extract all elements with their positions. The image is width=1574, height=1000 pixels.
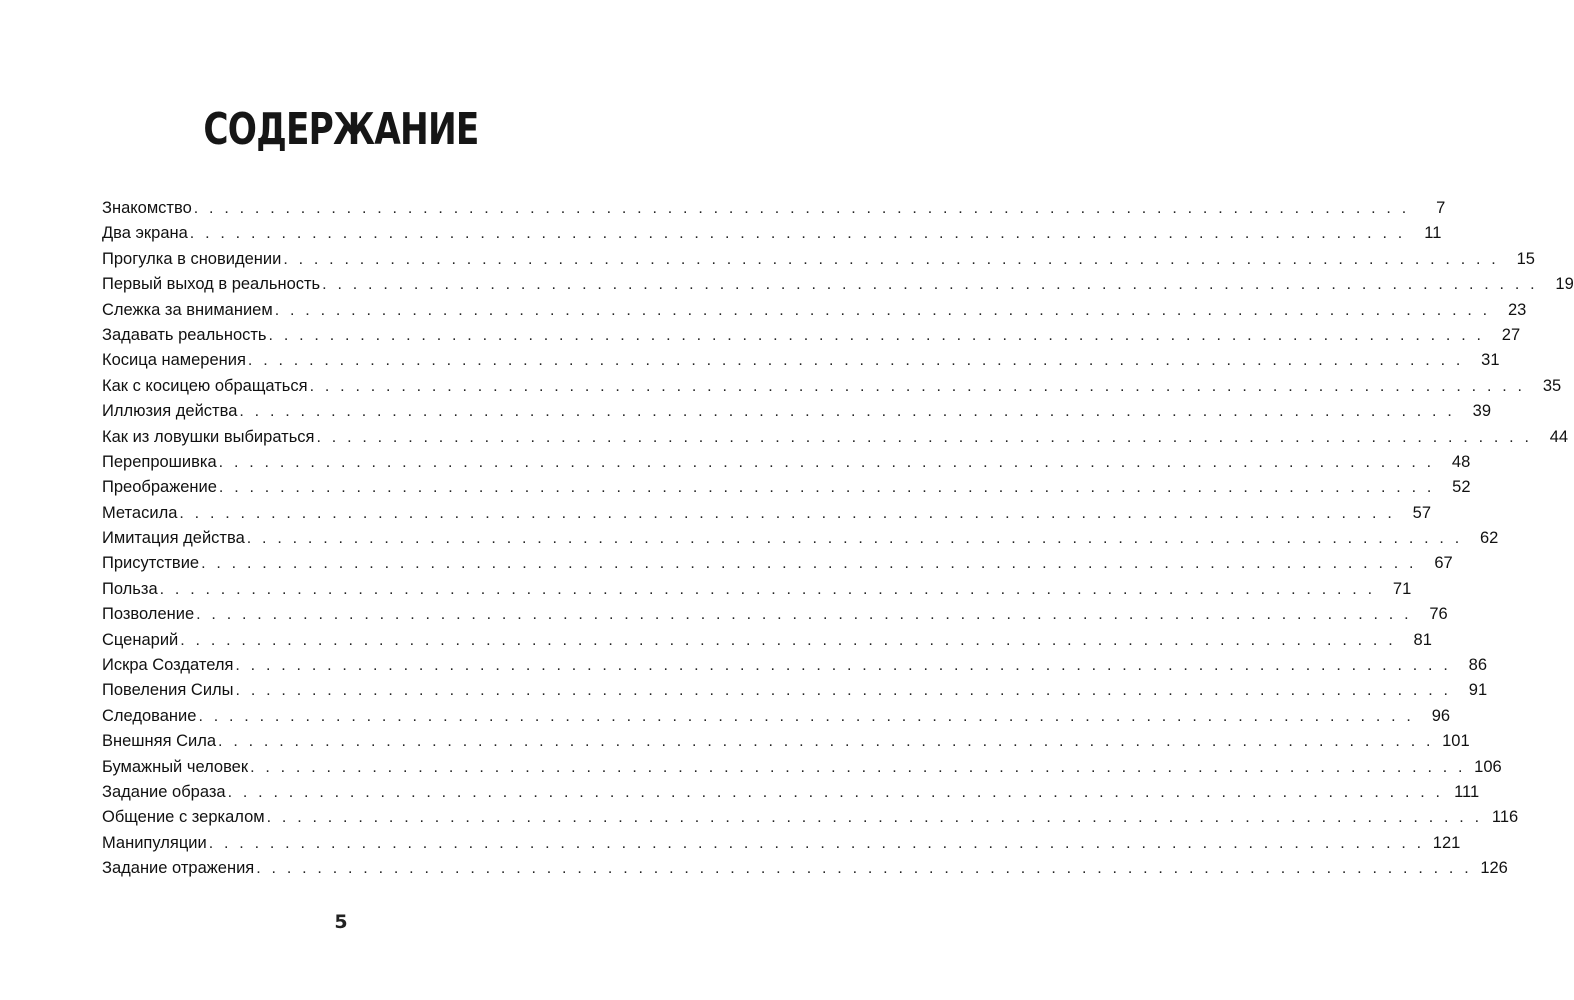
toc-entry-title: Присутствие bbox=[102, 554, 200, 573]
toc-entry-page: 15 bbox=[1516, 249, 1535, 268]
toc-entry-page: 39 bbox=[1472, 402, 1491, 421]
toc-entry bbox=[102, 704, 1451, 729]
toc-entry bbox=[102, 501, 1431, 526]
toc-entry-title: Косица намерения bbox=[102, 351, 246, 370]
toc-entry bbox=[102, 348, 1500, 373]
dot-leader: . . . . . . . . . . . . . . . . . . . . . . . . . . . . . . . . . . . . . . . . . . . . . . . . . . . . . . . . . . . . . . . . . . . . . . . . . . . . . . . . bbox=[322, 276, 1538, 294]
toc-entry bbox=[102, 805, 1519, 830]
toc-entry bbox=[102, 831, 1461, 856]
toc-entry bbox=[102, 196, 1446, 221]
dot-leader: . . . . . . . . . . . . . . . . . . . . . . . . . . . . . . . . . . . . . . . . . . . . . . . . . . . . . . . . . . . . . . . . . . . . . . . . . . . . . . . . bbox=[198, 707, 1415, 725]
dot-leader: . . . . . . . . . . . . . . . . . . . . . . . . . . . . . . . . . . . . . . . . . . . . . . . . . . . . . . . . . . . . . . . . . . . . . . . . . . . . . . . . bbox=[274, 301, 1491, 319]
dot-leader: . . . . . . . . . . . . . . . . . . . . . . . . . . . . . . . . . . . . . . . . . . . . . . . . . . . . . . . . . . . . . . . . . . . . . . . . . . . . . . . . bbox=[193, 200, 1410, 217]
dot-leader: . . . . . . . . . . . . . . . . . . . . . . . . . . . . . . . . . . . . . . . . . . . . . . . . . . . . . . . . . . . . . . . . . . . . . . . . . . . . . . . . bbox=[268, 326, 1485, 344]
toc-entry-title: Общение с зеркалом bbox=[102, 808, 265, 827]
toc-entry bbox=[102, 577, 1412, 602]
toc-entry-title: Польза bbox=[102, 579, 158, 598]
toc-entry-title: Следование bbox=[102, 706, 197, 725]
toc-entry-page: 86 bbox=[1468, 656, 1487, 675]
toc-entry-page: 48 bbox=[1451, 452, 1471, 471]
dot-leader: . . . . . . . . . . . . . . . . . . . . . . . . . . . . . . . . . . . . . . . . . . . . . . . . . . . . . . . . . . . . . . . . . . . . . . . . . . . . . . . . bbox=[218, 479, 1435, 497]
toc-entry-title: Сценарий bbox=[102, 630, 179, 649]
dot-leader: . . . . . . . . . . . . . . . . . . . . . . . . . . . . . . . . . . . . . . . . . . . . . . . . . . . . . . . . . . . . . . . . . . . . . . . . . . . . . . . . bbox=[218, 733, 1434, 751]
toc-entry-page: 111 bbox=[1454, 782, 1480, 801]
toc-entry-page: 7 bbox=[1436, 199, 1446, 217]
toc-entry-title: Манипуляции bbox=[102, 833, 207, 852]
toc-entry-page: 121 bbox=[1432, 833, 1461, 852]
toc-entry-page: 101 bbox=[1442, 732, 1470, 751]
dot-leader: . . . . . . . . . . . . . . . . . . . . . . . . . . . . . . . . . . . . . . . . . . . . . . . . . . . . . . . . . . . . . . . . . . . . . . . . . . . . . . . . bbox=[235, 682, 1452, 700]
toc-entry-title: Метасила bbox=[102, 503, 178, 522]
dot-leader: . . . . . . . . . . . . . . . . . . . . . . . . . . . . . . . . . . . . . . . . . . . . . . . . . . . . . . . . . . . . . . . . . . . . . . . . . . . . . . . . bbox=[235, 657, 1451, 675]
dot-leader: . . . . . . . . . . . . . . . . . . . . . . . . . . . . . . . . . . . . . . . . . . . . . . . . . . . . . . . . . . . . . . . . . . . . . . . . . . . . . . . . bbox=[180, 631, 1396, 649]
toc-entry-title: Внешняя Сила bbox=[102, 732, 217, 751]
toc-entry-page: 81 bbox=[1413, 630, 1432, 649]
page-number: 5 bbox=[334, 911, 348, 933]
toc-entry-page: 116 bbox=[1491, 808, 1519, 827]
dot-leader: . . . . . . . . . . . . . . . . . . . . . . . . . . . . . . . . . . . . . . . . . . . . . . . . . . . . . . . . . . . . . . . . . . . . . . . . . . . . . . . . bbox=[239, 403, 1455, 421]
toc-entry-title: Перепрошивка bbox=[102, 452, 217, 471]
toc-entry bbox=[102, 755, 1502, 780]
toc-entry bbox=[102, 247, 1535, 272]
toc-entry bbox=[102, 221, 1442, 246]
toc-entry-page: 44 bbox=[1549, 427, 1569, 446]
dot-leader: . . . . . . . . . . . . . . . . . . . . . . . . . . . . . . . . . . . . . . . . . . . . . . . . . . . . . . . . . . . . . . . . . . . . . . . . . . . . . . . . bbox=[283, 250, 1499, 268]
dot-leader: . . . . . . . . . . . . . . . . . . . . . . . . . . . . . . . . . . . . . . . . . . . . . . . . . . . . . . . . . . . . . . . . . . . . . . . . . . . . . . . . bbox=[227, 783, 1444, 801]
toc-entry-page: 19 bbox=[1555, 275, 1574, 294]
toc-entry-page: 67 bbox=[1434, 554, 1453, 573]
toc-entry bbox=[102, 374, 1562, 399]
toc-entry-page: 96 bbox=[1431, 706, 1451, 725]
toc-entry-page: 106 bbox=[1474, 757, 1502, 776]
toc-entry bbox=[102, 298, 1527, 323]
toc-entry-page: 71 bbox=[1392, 579, 1412, 598]
table-of-contents bbox=[102, 196, 1574, 882]
toc-entry-page: 27 bbox=[1501, 325, 1521, 344]
dot-leader: . . . . . . . . . . . . . . . . . . . . . . . . . . . . . . . . . . . . . . . . . . . . . . . . . . . . . . . . . . . . . . . . . . . . . . . . . . . . . . . . bbox=[250, 758, 1466, 776]
toc-entry bbox=[102, 551, 1453, 576]
toc-entry-title: Прогулка в сновидении bbox=[102, 249, 282, 268]
toc-entry-page: 126 bbox=[1480, 859, 1508, 878]
toc-entry bbox=[102, 475, 1471, 500]
dot-leader: . . . . . . . . . . . . . . . . . . . . . . . . . . . . . . . . . . . . . . . . . . . . . . . . . . . . . . . . . . . . . . . . . . . . . . . . . . . . . . . . bbox=[316, 428, 1533, 446]
dot-leader: . . . . . . . . . . . . . . . . . . . . . . . . . . . . . . . . . . . . . . . . . . . . . . . . . . . . . . . . . . . . . . . . . . . . . . . . . . . . . . . . bbox=[179, 504, 1395, 522]
dot-leader: . . . . . . . . . . . . . . . . . . . . . . . . . . . . . . . . . . . . . . . . . . . . . . . . . . . . . . . . . . . . . . . . . . . . . . . . . . . . . . . . bbox=[266, 809, 1483, 827]
toc-entry-title: Два экрана bbox=[102, 224, 188, 243]
toc-entry-title: Иллюзия действа bbox=[102, 402, 238, 421]
toc-entry-title: Задание отражения bbox=[102, 859, 255, 878]
toc-entry-title: Имитация действа bbox=[102, 529, 245, 548]
toc-entry bbox=[102, 628, 1432, 653]
toc-entry-page: 76 bbox=[1429, 605, 1448, 624]
dot-leader: . . . . . . . . . . . . . . . . . . . . . . . . . . . . . . . . . . . . . . . . . . . . . . . . . . . . . . . . . . . . . . . . . . . . . . . . . . . . . . . . bbox=[218, 453, 1435, 471]
dot-leader: . . . . . . . . . . . . . . . . . . . . . . . . . . . . . . . . . . . . . . . . . . . . . . . . . . . . . . . . . . . . . . . . . . . . . . . . . . . . . . . . bbox=[201, 555, 1417, 573]
toc-entry bbox=[102, 602, 1448, 627]
page-title: СОДЕРЖАНИЕ bbox=[203, 104, 479, 155]
toc-entry-page: 62 bbox=[1480, 529, 1499, 548]
toc-entry-page: 23 bbox=[1507, 300, 1527, 319]
toc-entry bbox=[102, 856, 1508, 881]
toc-entry-page: 57 bbox=[1412, 503, 1431, 522]
toc-entry-page: 11 bbox=[1424, 224, 1442, 243]
dot-leader: . . . . . . . . . . . . . . . . . . . . . . . . . . . . . . . . . . . . . . . . . . . . . . . . . . . . . . . . . . . . . . . . . . . . . . . . . . . . . . . . bbox=[196, 606, 1412, 624]
dot-leader: . . . . . . . . . . . . . . . . . . . . . . . . . . . . . . . . . . . . . . . . . . . . . . . . . . . . . . . . . . . . . . . . . . . . . . . . . . . . . . . . bbox=[256, 860, 1472, 878]
dot-leader: . . . . . . . . . . . . . . . . . . . . . . . . . . . . . . . . . . . . . . . . . . . . . . . . . . . . . . . . . . . . . . . . . . . . . . . . . . . . . . . . bbox=[208, 834, 1425, 852]
toc-entry-page: 35 bbox=[1542, 376, 1562, 395]
toc-entry bbox=[102, 653, 1487, 678]
toc-entry-page: 91 bbox=[1468, 681, 1488, 700]
toc-entry bbox=[102, 450, 1471, 475]
toc-entry bbox=[102, 425, 1569, 450]
toc-entry-title: Знакомство bbox=[102, 199, 192, 217]
toc-entry bbox=[102, 729, 1470, 754]
toc-entry-title: Преображение bbox=[102, 478, 217, 497]
toc-entry bbox=[102, 323, 1521, 348]
toc-entry bbox=[102, 780, 1480, 805]
toc-entry-title: Повеления Силы bbox=[102, 681, 234, 700]
dot-leader: . . . . . . . . . . . . . . . . . . . . . . . . . . . . . . . . . . . . . . . . . . . . . . . . . . . . . . . . . . . . . . . . . . . . . . . . . . . . . . . . bbox=[309, 377, 1526, 395]
toc-entry-title: Бумажный человек bbox=[102, 757, 249, 776]
toc-entry bbox=[102, 272, 1574, 297]
toc-entry-title: Слежка за вниманием bbox=[102, 300, 273, 319]
dot-leader: . . . . . . . . . . . . . . . . . . . . . . . . . . . . . . . . . . . . . . . . . . . . . . . . . . . . . . . . . . . . . . . . . . . . . . . . . . . . . . . . bbox=[159, 580, 1376, 598]
toc-entry-title: Первый выход в реальность bbox=[102, 275, 321, 294]
toc-entry bbox=[102, 678, 1488, 703]
toc-entry-title: Задавать реальность bbox=[102, 325, 267, 344]
toc-entry-page: 31 bbox=[1481, 351, 1500, 370]
toc-entry-page: 52 bbox=[1452, 478, 1471, 497]
toc-entry-title: Позволение bbox=[102, 605, 195, 624]
dot-leader: . . . . . . . . . . . . . . . . . . . . . . . . . . . . . . . . . . . . . . . . . . . . . . . . . . . . . . . . . . . . . . . . . . . . . . . . . . . . . . . . bbox=[189, 225, 1406, 243]
toc-entry-title: Как с косицею обращаться bbox=[102, 376, 308, 395]
toc-entry-title: Как из ловушки выбираться bbox=[102, 427, 315, 446]
toc-entry bbox=[102, 526, 1499, 551]
toc-entry-title: Искра Создателя bbox=[102, 656, 234, 675]
toc-entry-title: Задание образа bbox=[102, 782, 226, 801]
dot-leader: . . . . . . . . . . . . . . . . . . . . . . . . . . . . . . . . . . . . . . . . . . . . . . . . . . . . . . . . . . . . . . . . . . . . . . . . . . . . . . . . bbox=[246, 530, 1463, 548]
toc-entry bbox=[102, 399, 1491, 424]
dot-leader: . . . . . . . . . . . . . . . . . . . . . . . . . . . . . . . . . . . . . . . . . . . . . . . . . . . . . . . . . . . . . . . . . . . . . . . . . . . . . . . . bbox=[247, 352, 1464, 370]
